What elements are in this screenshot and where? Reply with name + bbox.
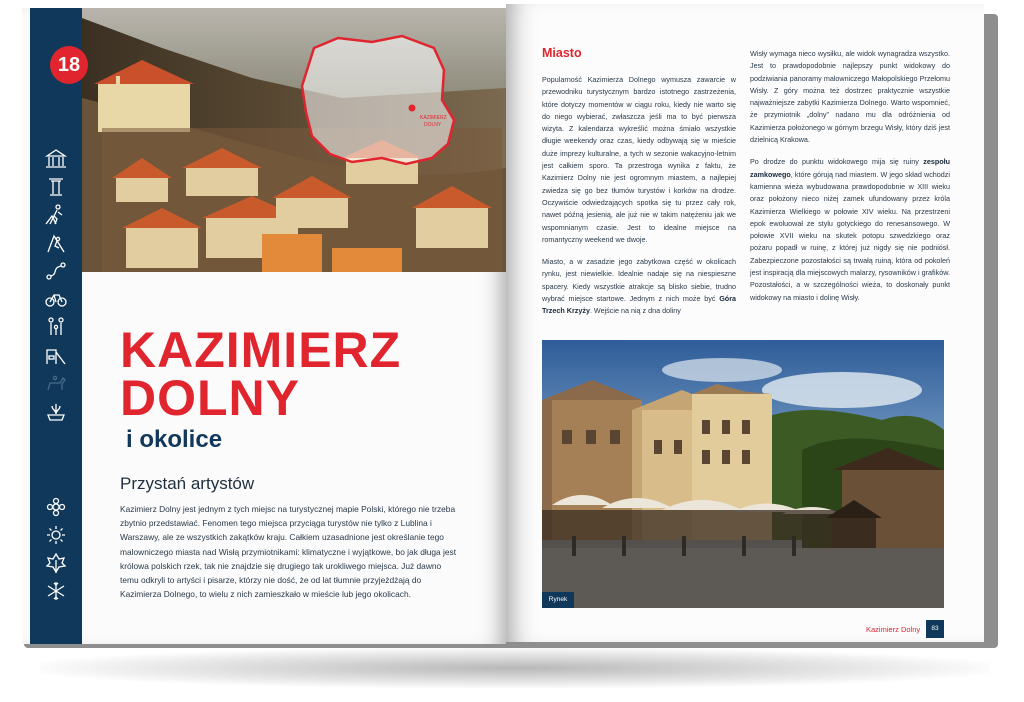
running-footer-title: Kazimierz Dolny	[866, 625, 921, 634]
book-shadow	[40, 648, 990, 688]
paragraph	[542, 256, 736, 317]
chapter-number-badge: 18	[50, 46, 88, 84]
family-icon	[44, 316, 68, 338]
section-heading-miasto: Miasto	[542, 46, 582, 60]
bold-term: zespołu zamkowego	[750, 157, 950, 179]
text-run: Po drodze do punktu widokowego mija się ruiny	[750, 157, 924, 167]
photo-caption: Rynek	[542, 592, 574, 608]
open-book	[8, 4, 998, 654]
map-label-line2: DOLNY	[424, 122, 442, 128]
right-page	[506, 4, 984, 642]
column-icon	[44, 176, 68, 198]
intro-paragraph: Kazimierz Dolny jest jednym z tych miejsc na turystycznej mapie Polski, którego nie trzeba zbytnio przedstawiać. Fenomen tego miejsca przyciąga turystów nie tylko z Lublina i Warszawy, ale ze wszystkich zakątków kraju. Całkiem uzasadnione jest określanie tego malowniczego miasta nad Wisłą przymiotnikami: klimatyczne i wyjątkowe, bo jak długa jest królowa polskich rzek, tak nie znajdzie się drugiego tak urokliwego miejsca. Już dawno temu odkryli to artyści i pisarze, którzy nie dość, że od lat tłumnie przyjeżdżają do Kazimierza Dolnego, to wielu z nich zamieszkało w mieście lub jego okolicach.	[120, 504, 457, 600]
playground-icon	[44, 344, 68, 366]
text-run: Miasto, a w zasadzie jego zabytkowa część w okolicach rynku, jest niewielkie. Idealnie nadaje się na niespieszne spacery. Kiedy wszystkie atrakcje są blisko siebie, trudno wybrać miejsce startowe. Jednym z nich może być	[542, 257, 736, 304]
summer-sun-icon	[44, 524, 68, 546]
text-column-left	[542, 74, 736, 328]
winter-snowflake-icon	[44, 580, 68, 602]
route-icon	[44, 260, 68, 282]
paragraph	[750, 156, 950, 304]
market-square-photo	[542, 340, 944, 608]
left-page	[22, 8, 506, 644]
museum-icon	[44, 148, 68, 170]
section-heading: Przystań artystów	[120, 474, 255, 493]
climbing-icon	[44, 232, 68, 254]
horse-riding-icon	[44, 372, 68, 394]
bicycle-icon	[44, 288, 68, 310]
spring-icon	[44, 496, 68, 518]
chapter-subtitle: i okolice	[126, 426, 223, 453]
town-panorama-photo	[82, 8, 506, 272]
paragraph: Popularność Kazimierza Dolnego wymusza zawarcie w przewodniku turystycznym bardzo istotnego zastrzeżenia, które dotyczy momentów w ciągu roku, kiedy nie warto się do niego wybierać, zwłaszcza jeśli ma to być pierwsza wizyta. Z kalendarza wykreślić można śmiało wszystkie długie weekendy oraz czas, kiedy odbywają się w mieście duże imprezy kulturalne, a tych w sezonie wakacyjno-letnim jest całkiem sporo. Ta przestroga wynika z faktu, że Kazimierz Dolny nie jest ogromnym miastem, a najlepiej zwiedza się go bez tłumów turystów i korków na drodze. Oczywiście odwiedzających spotka się tu przez cały rok, nawet późną jesienią, ale już nie w takim natężeniu jak we wspomnianym czasie. Jest to idealne miejsce na romantyczny weekend we dwoje.	[542, 75, 736, 244]
hiking-icon	[44, 204, 68, 226]
autumn-leaf-icon	[44, 552, 68, 574]
bold-term: Góra Trzech Krzyży	[542, 294, 736, 316]
map-label-line1: KAZIMIERZ	[420, 115, 447, 121]
text-run: , które górują nad miastem. W jego skład wchodzi kamienna wieża wybudowana prawdopodobnie w XIII wieku oraz położony nieco niżej zamek ufundowany przez króla Kazimierza Wielkiego w połowie XIV wieku. Na przestrzeni epok ewoluował ze stylu gotyckiego do renesansowego. W połowie XVII wieku na skutek potopu szwedzkiego oraz pożaru popadł w ruinę, z której już nigdy się nie podniósł. Zabezpieczone pozostałości są trwałą ruiną, która od pokoleń jest inspiracją dla miejscowych malarzy, rysowników i grafików. Pozostałości, a w szczególności wieża, to doskonały punkt widokowy na miasto i dolinę Wisły.	[750, 169, 950, 302]
chapter-title-line2: DOLNY	[120, 370, 300, 426]
text-run: . Wejście na nią z dna doliny	[589, 306, 681, 316]
paragraph: Wisły wymaga nieco wysiłku, ale widok wynagradza wszystko. Jest to prawdopodobnie najlepszy punkt widokowy do podziwiania panoramy malowniczego Małopolskiego Przełomu Wisły. Z góry można też dostrzec praktycznie wszystkie najważniejsze zabytki Kazimierza Dolnego. Warto wspomnieć, że przymiotnik „dolny” nadano mu dla odróżnienia od Kazimierza położonego w górnym brzegu Wisły, który dziś jest dzielnicą Krakowa.	[750, 49, 950, 145]
page-number: 83	[926, 620, 944, 638]
chapter-title-line1: KAZIMIERZ	[120, 322, 402, 378]
fountain-icon	[44, 400, 68, 422]
text-column-right	[750, 48, 950, 314]
chapter-title	[120, 322, 402, 426]
